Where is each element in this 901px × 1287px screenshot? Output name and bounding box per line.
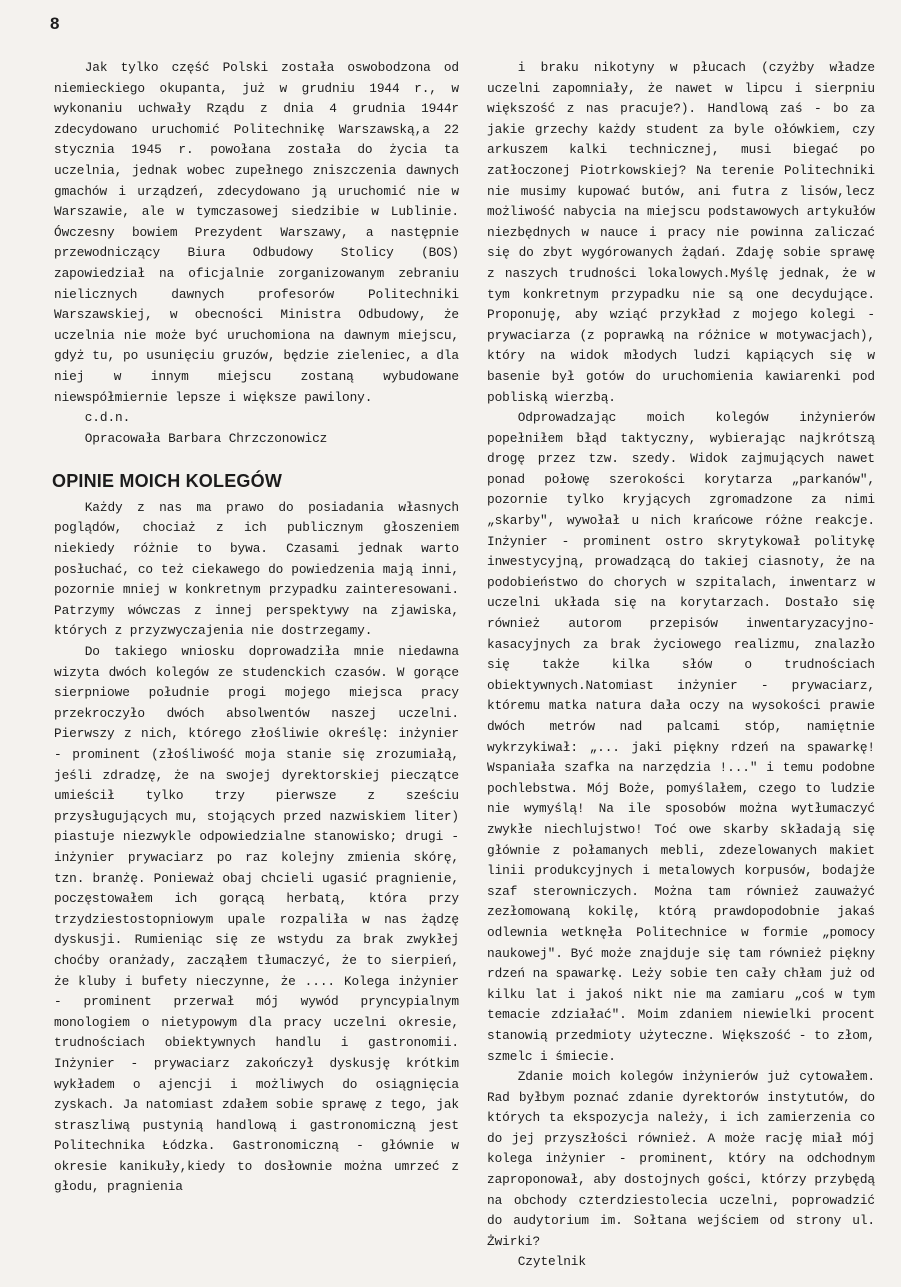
left-column xyxy=(54,58,459,1198)
article-paragraph-1: Każdy z nas ma prawo do posiadania własnych poglądów, chociaż z ich publicznym głoszeniem niekiedy różnie to bywa. Czasami jednak warto posłuchać, co też ciekawego do powiedzenia mają inni, pozornie mniej w konkretnym przypadku zainteresowani. Patrzymy wówczas z innej perspektywy na zjawiska, których z przyzwyczajenia nie dostrzegamy. xyxy=(54,499,459,639)
article-paragraph-2: Do takiego wniosku doprowadziła mnie niedawna wizyta dwóch kolegów ze studenckich czasów. W gorące sierpniowe południe progi mojego miejsca pracy przekroczyło dwóch absolwentów naszej uczelni. Pierwszy z nich, którego złośliwie określę: inżynier - prominent (złośliwość moja stanie się zrozumiałą, jeśli zdradzę, że na swojej dyrektorskiej pieczątce umieścił tylko trzy pierwsze z sześciu przysługujących mu, stojących przed nazwiskiem liter) piastuje niezwykle odpowiedzialne stanowisko; drugi - inżynier prywaciarz po raz kolejny zmienia skórę, tzn. branżę. Ponieważ obaj chcieli ugasić pragnienie, poczęstowałem ich gorącą herbatą, która przy trzydziestostopniowym upale rozpaliła w nas żądzę dyskusji. Rumieniąc się ze wstydu za brak zwykłej choćby oranżady, zacząłem tłumaczyć, że to sierpień, że kluby i bufety nieczynne, że .... Kolega inżynier - prominent przerwał mój wywód pryncypialnym monologiem o nietypowym dla pracy uczelni okresie, trudnościach obiektywnych handlu i gastronomii. Inżynier - prywaciarz zakończył dyskusję krótkim wykładem o ajencji i możliwych do osiągnięcia zyskach. Ja natomiast zdałem sobie sprawę z tego, jak straszliwą pustynią handlową i gastronomiczną jest Politechnika Łódzka. Gastronomiczną - głównie w okresie kanikuły,kiedy to dosłownie można umrzeć z głodu, pragnienia xyxy=(54,644,459,1195)
article-paragraph-4: Odprowadzając moich kolegów inżynierów popełniłem błąd taktyczny, wybierając najkrótszą drogę przez tzw. szedy. Widok zajmujących nawet ponad połowę szerokości korytarza „parkanów", pozornie tylko kryjących zgromadzone za nimi „skarby", wywołał u nich krańcowe różne reakcje. Inżynier - prominent ostro skrytykował politykę inwestycyjną, prowadzącą do takiej ciasnoty, że na podobieństwo do chorych w szpitalach, inwentarz w uczelni układa się na korytarzach. Dostało się również autorom przepisów inwentaryzacyjno-kasacyjnych za brak życiowego realizmu, znalazło się także kilka słów o trudnościach obiektywnych.Natomiast inżynier - prywaciarz, któremu matka natura dała oczy na wysokości prawie dwóch metrów nad palcami stóp, namiętnie wykrzykiwał: „... jaki piękny rdzeń na spawarkę! Wspaniała szafka na narzędzia !..." i temu podobne pochlebstwa. Mój Boże, pomyślałem, czego to ludzie nie wymyślą! Na ile sposobów można wytłumaczyć zwykłe niechlujstwo! Toć owe skarby składają się głównie z połamanych mebli, zdezelowanych makiet linii produkcyjnych i metalowych korpusów, bodajże szaf sterowniczych. Można tam również zauważyć zezłomowaną kokilę, którą prawdopodobnie jakaś odlewnia wetknęła Politechnice w formie „pomocy naukowej". Być może znajduje się tam również piękny rdzeń na spawarkę. Leży sobie ten cały chłam już od kilku lat i jakoś nikt nie ma zamiaru „coś w tym temacie zdziałać". Moim zdaniem niewielki procent stanowią przedmioty użyteczne. Większość - to złom, szmelc i śmiecie. xyxy=(487,410,875,1064)
reader-signature: Czytelnik xyxy=(517,1254,586,1270)
article-paragraph-5: Zdanie moich kolegów inżynierów już cytowałem. Rad byłbym poznać zdanie dyrektorów instytutów, do których ta ekspozycja należy, i ich zamierzenia co do jej przyszłości również. A może rację miał mój kolega inżynier - prominent, który na odchodnym zaproponował, aby dostojnych gości, którzy przybędą na obchody czterdziestolecia uczelni, poprowadzić do audytorium im. Sołtana wejściem od strony ul. Żwirki? xyxy=(487,1069,875,1249)
history-paragraph: Jak tylko część Polski została oswobodzona od niemieckiego okupanta, już w grudniu 1944 r., w wykonaniu uchwały Rządu z dnia 4 grudnia 1944r zdecydowano uruchomić Politechnikę Warszawską,a 22 stycznia 1945 r. powołana została do życia ta uczelnia, jednak wobec zupełnego zniszczenia dawnych gmachów i urządzeń, zdecydowano ją uruchomić nie w Warszawie, ale w tymczasowej siedzibie w Lublinie. Ówczesny bowiem Prezydent Warszawy, a następnie przewodniczący Biura Odbudowy Stolicy (BOS) zapowiedział na oficjalnie zorganizowanym zebraniu nielicznych dawnych profesorów Politechniki Warszawskiej, w obecności Ministra Odbudowy, że uczelnia nie może być uruchomiona na dawnym miejscu, gdyż tu, po usunięciu gruzów, będzie zieleniec, a dla niej w innym miejscu zostaną wybudowane niewspółmiernie lepsze i większe pawilony. xyxy=(54,60,459,405)
history-author: Opracowała Barbara Chrzczonowicz xyxy=(84,430,328,446)
to-be-continued-signature: c.d.n. xyxy=(84,410,131,426)
article-paragraph-3: i braku nikotyny w płucach (czyżby władze uczelni zapomniały, że nawet w lipcu i sierpniu większość z nas pracuje?). Handlową zaś - bo za jakie grzechy każdy student za byle ołówkiem, czy arkuszem kalki technicznej, musi biegać po zatłoczonej Piotrkowskiej? Na terenie Politechniki nie musimy kupować butów, ani futra z lisów,lecz możliwość nabycia na miejscu podstawowych artykułów niezbędnych w nauce i pracy nie powinna zaliczać się do zbyt wygórowanych żądań. Zdaję sobie sprawę z naszych trudności lokalowych.Myślę jednak, że w tym konkretnym przypadku nie są one decydujące. Proponuję, aby wziąć przykład z mojego kolegi - prywaciarza (z poprawką na różnice w motywacjach), który na widok młodych ludzi kąpiących się w basenie był gotów do uruchomienia kawiarenki pod pobliską wierzbą. xyxy=(487,60,875,405)
article-heading: OPINIE MOICH KOLEGÓW xyxy=(52,471,283,492)
page-number: 8 xyxy=(50,14,60,33)
right-column xyxy=(487,58,875,1273)
